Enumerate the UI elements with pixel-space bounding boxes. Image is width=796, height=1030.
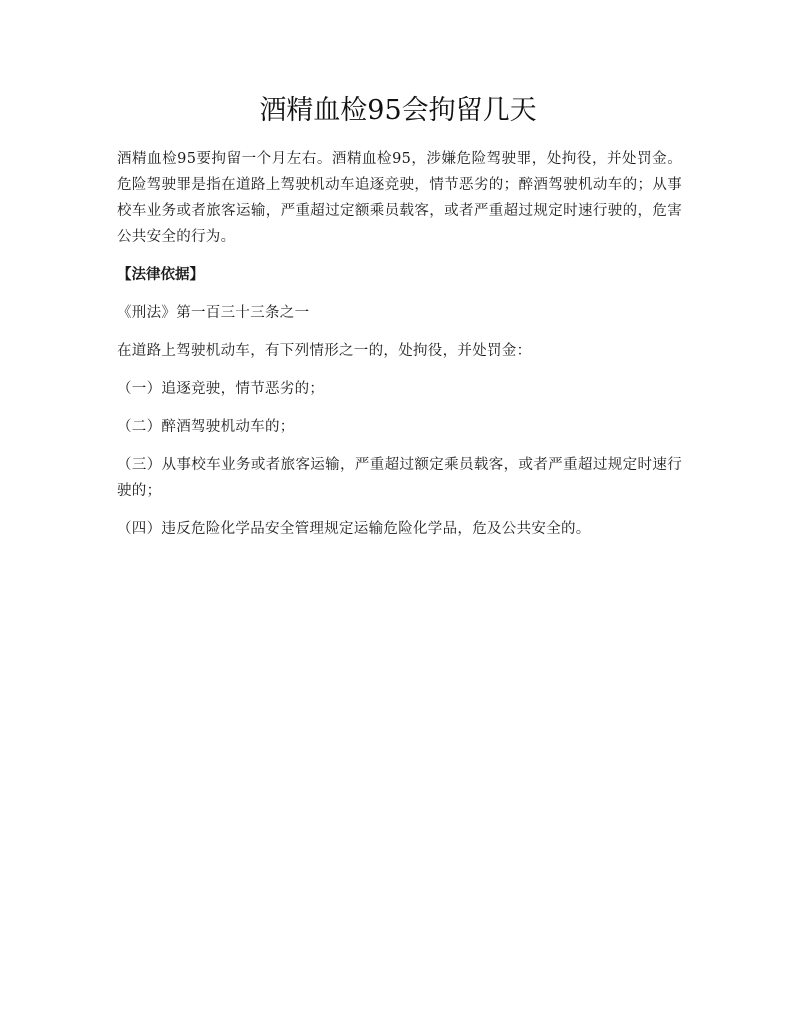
law-lead-sentence: 在道路上驾驶机动车，有下列情形之一的，处拘役，并处罚金： [117, 343, 532, 359]
law-item-2: （二）醉酒驾驶机动车的； [117, 419, 295, 435]
document-title: 酒精血检95会拘留几天 [259, 95, 537, 126]
legal-basis-heading: 【法律依据】 [117, 267, 204, 283]
law-reference: 《刑法》第一百三十三条之一 [117, 305, 310, 321]
law-item-4: （四）违反危险化学品安全管理规定运输危险化学品，危及公共安全的。 [117, 521, 591, 537]
intro-paragraph: 酒精血检95要拘留一个月左右。酒精血检95，涉嫌危险驾驶罪，处拘役，并处罚金。危险驾驶罪是指在道路上驾驶机动车追逐竞驶，情节恶劣的；醉酒驾驶机动车的；从事校车业务或者旅客运输，严重超过定额乘员载客，或者严重超过规定时速行驶的，危害公共安全的行为。 [117, 151, 682, 245]
document-body [117, 146, 682, 554]
law-item-3: （三）从事校车业务或者旅客运输，严重超过额定乘员载客，或者严重超过规定时速行驶的； [117, 457, 682, 499]
law-item-1: （一）追逐竞驶，情节恶劣的； [117, 381, 325, 397]
